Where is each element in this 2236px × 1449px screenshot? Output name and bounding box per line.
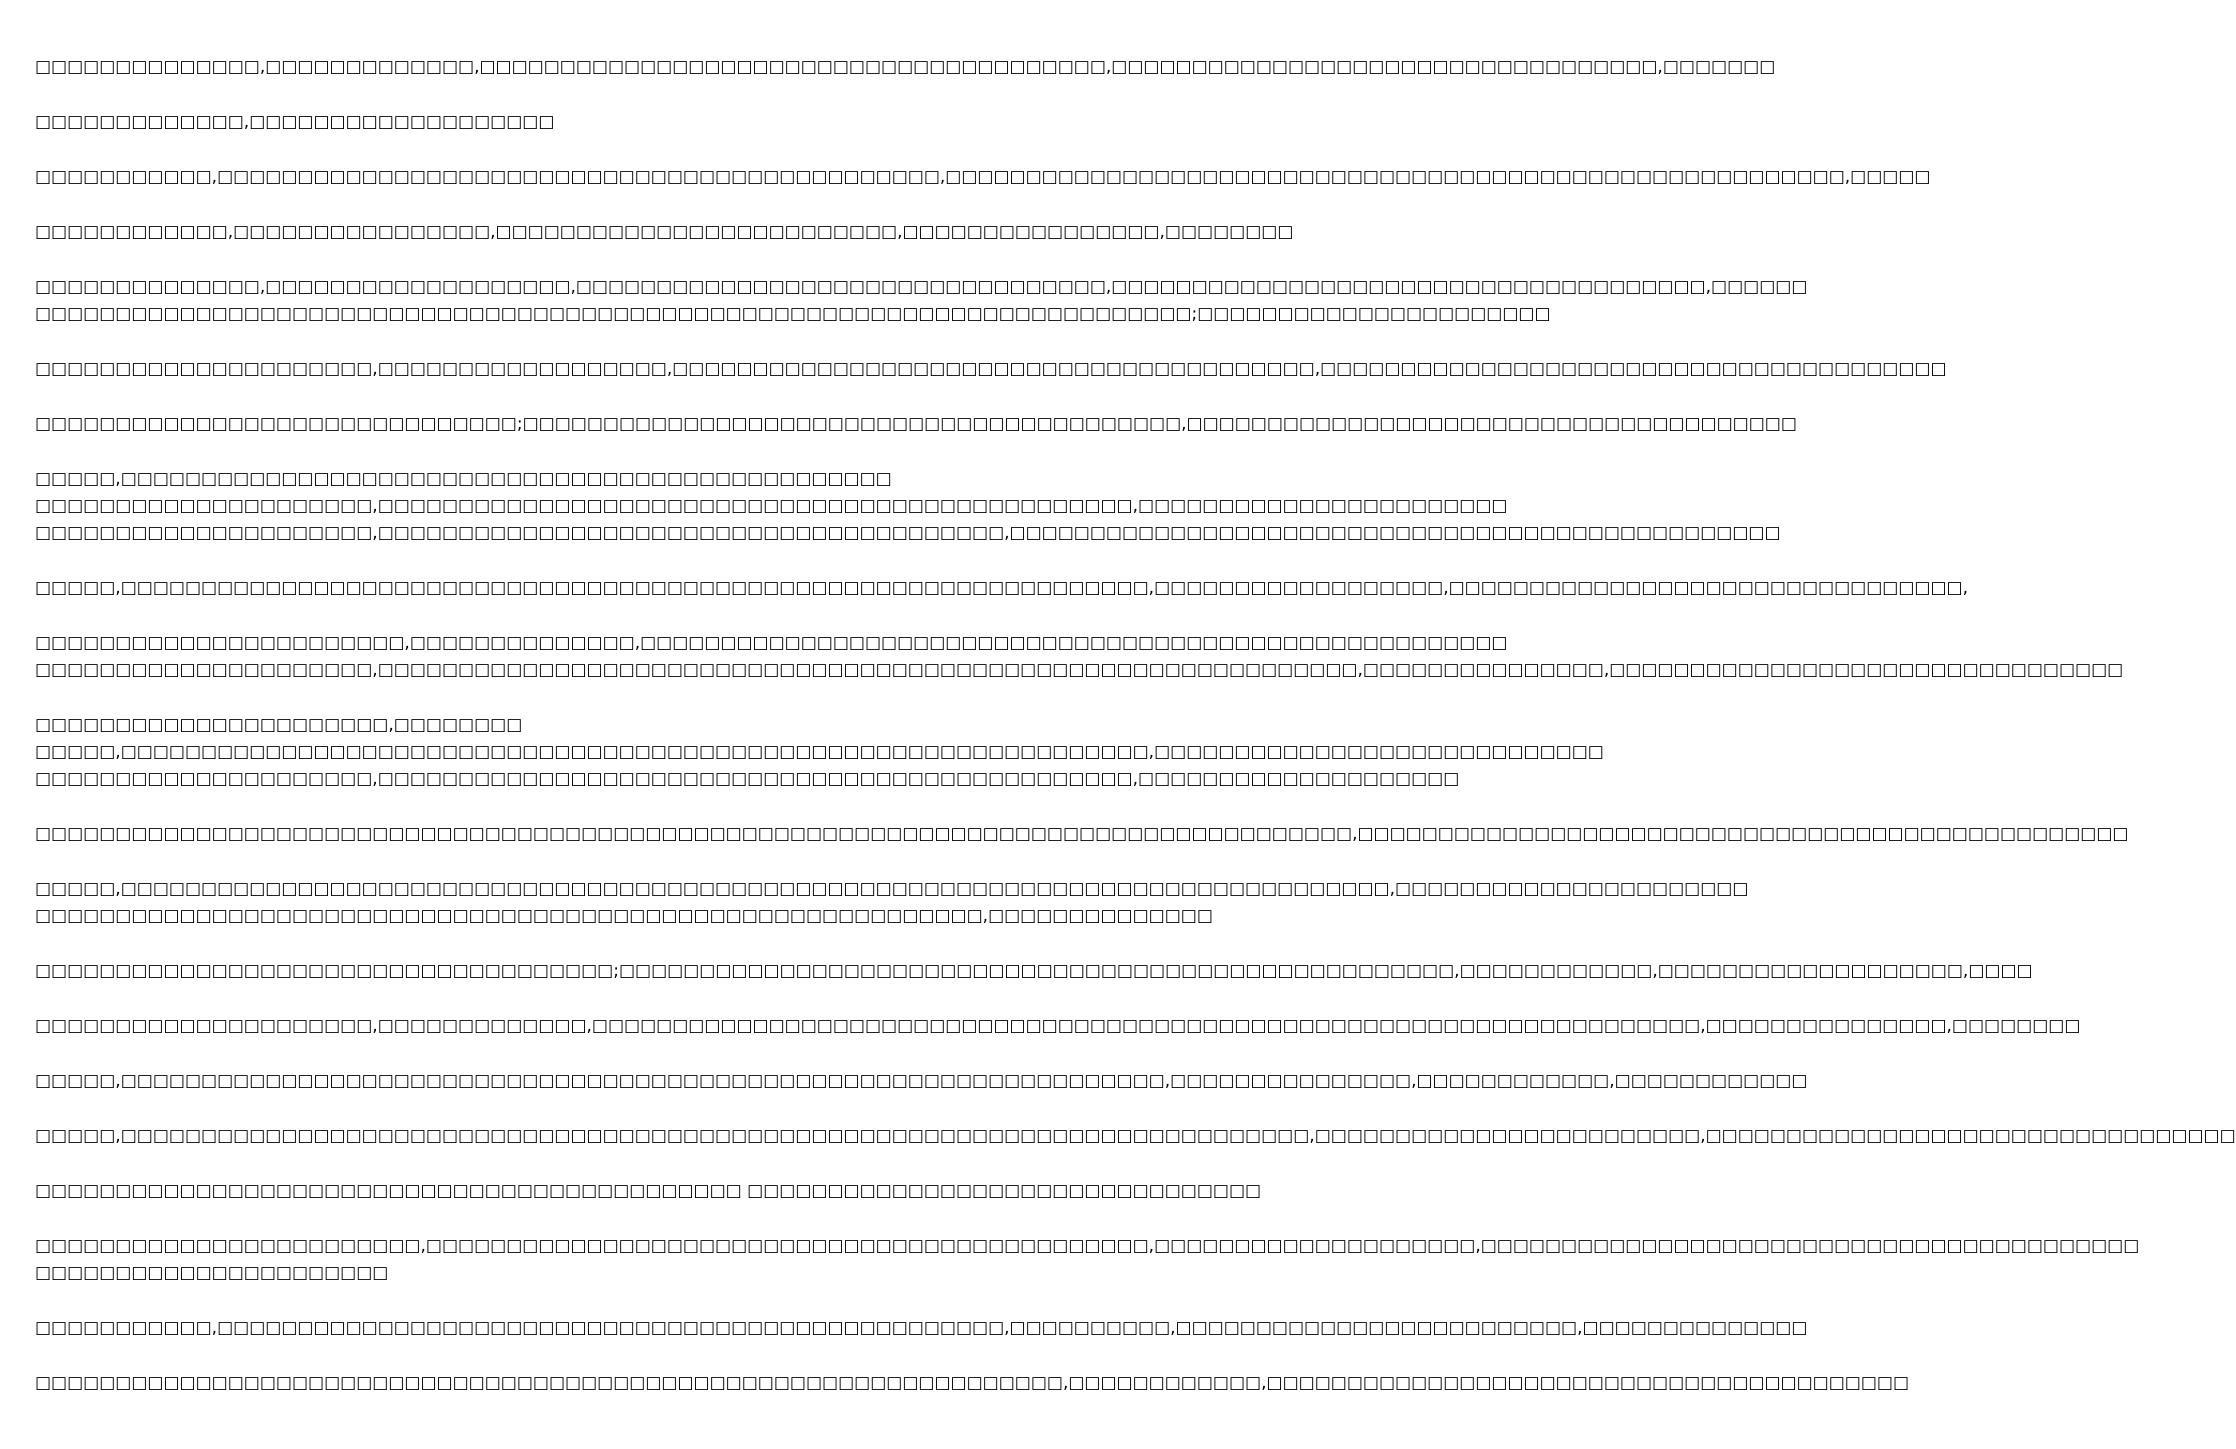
paragraph [35,356,1947,383]
paragraph [35,958,2033,985]
paragraph [35,1068,1808,1095]
text-line: □□□□□□□□□□□□□□□□□□□□□□,□□□□□□□□ [35,715,523,735]
text-line: □□□□□□□□□□□□□□□□□□□□□□□□□□□□□□□□□□□□□□□□□□□□□□□□□□□□□□□□□□□,□□□□□□□□□□□□□□ [35,906,1213,926]
text-line: □□□□□□□□□□□□□□□□□□□□□,□□□□□□□□□□□□□□□□□□□□□□□□□□□□□□□□□□□□□□□□□□□□□□□,□□□□□□□□□□□□□□□□□□□□□□□ [35,496,1508,516]
text-line: □□□□□,□□□□□□□□□□□□□□□□□□□□□□□□□□□□□□□□□□□□□□□□□□□□□□□□□□□□□□□□□□□□□□□□,□□□□□□□□□□□□□□□□□□,□□□□□□□□□□□□□□□□□□□□□□□□□□□□□□□□, [35,578,1968,598]
paragraph [35,575,1968,602]
paragraph [35,411,1797,438]
paragraph [35,219,1294,246]
text-line: □□□□□□□□□□□□□□□□□□□□□□□,□□□□□□□□□□□□□□,□□□□□□□□□□□□□□□□□□□□□□□□□□□□□□□□□□□□□□□□□□□□□□□□□□□□□□ [35,633,1508,653]
text-line: □□□□□□□□□□□,□□□□□□□□□□□□□□□□□□□□□□□□□□□□□□□□□□□□□□□□□□□□□□□□□,□□□□□□□□□□,□□□□□□□□□□□□□□□□□□□□□□□□□,□□□□□□□□□□□□□□ [35,1318,1808,1338]
text-line: □□□□□□□□□□□□□□,□□□□□□□□□□□□□,□□□□□□□□□□□□□□□□□□□□□□□□□□□□□□□□□□□□□□□,□□□□□□□□□□□□□□□□□□□□□□□□□□□□□□□□□□,□□□□□□□ [35,57,1776,77]
paragraph [35,54,1776,81]
paragraph [35,630,2124,684]
text-line: □□□□□□□□□□□□□□□□□□□□□□□□□□□□□□□□□□□□□□□□□□□□□□□□□□□□□□□□□□□□□□□□□□□□□□□□□□□□□□□□□□,□□□□□□□□□□□□□□□□□□□□□□□□□□□□□□□□□□□□□□□□□□□□□□□□ [35,824,2129,844]
paragraph [35,712,1604,793]
paragraph [35,1123,2236,1150]
text-line: □□□□□□□□□□□□□□□□□□□□□,□□□□□□□□□□□□□,□□□□□□□□□□□□□□□□□□□□□□□□□□□□□□□□□□□□□□□□□□□□□□□□□□□□□□□□□□□□□□□□□□□□□,□□□□□□□□□□□□□□□,□□□□□□□□ [35,1016,2081,1036]
paragraph [35,821,2129,848]
paragraph [35,109,990,136]
document-body [35,54,2236,1425]
paragraph [35,1013,2081,1040]
text-line: □□□□□□□□□□□□□□□□□□□□□□□□□□□□□□□□□□□□□□□□□□□□ □□□□□□□□□□□□□□□□□□□□□□□□□□□□□□□□ [35,1181,1262,1201]
paragraph [35,1178,1262,1205]
paragraph [35,274,1808,328]
text-line: □□□□□□□□□□□□□□□□□□□□□□□□□□□□□□□□□□□□;□□□□□□□□□□□□□□□□□□□□□□□□□□□□□□□□□□□□□□□□□□□□□□□□□□□□,□□□□□□□□□□□□,□□□□□□□□□□□□□□□□□□□,□□□□ [35,961,2033,981]
text-line: □□□□□,□□□□□□□□□□□□□□□□□□□□□□□□□□□□□□□□□□□□□□□□□□□□□□□□□□□□□□□□□□□□□□□□□,□□□□□□□□□□□□□□□,□□□□□□□□□□□□,□□□□□□□□□□□□ [35,1071,1808,1091]
paragraph [35,164,1931,191]
text-line: □□□□□□□□□□□□□□,□□□□□□□□□□□□□□□□□□□,□□□□□□□□□□□□□□□□□□□□□□□□□□□□□□□□□,□□□□□□□□□□□□□□□□□□□□□□□□□□□□□□□□□□□□□,□□□□□□ [35,277,1808,297]
paragraph [35,1370,1910,1397]
text-line: □□□□□□□□□□□□□□□□□□□□□,□□□□□□□□□□□□□□□□□□□□□□□□□□□□□□□□□□□□□□□□□□□□□□□,□□□□□□□□□□□□□□□□□□□□ [35,769,1460,789]
text-line: □□□□□□□□□□□□□□□□□□□□□□□□,□□□□□□□□□□□□□□□□□□□□□□□□□□□□□□□□□□□□□□□□□□□□□,□□□□□□□□□□□□□□□□□□□□,□□□□□□□□□□□□□□□□□□□□□□□□□□□□□□□□□□□□□□□□□ [35,1236,2140,1256]
text-line: □□□□□,□□□□□□□□□□□□□□□□□□□□□□□□□□□□□□□□□□□□□□□□□□□□□□□□□□□□□□□□□□□□□□□□,□□□□□□□□□□□□□□□□□□□□□□□□□□□□ [35,742,1604,762]
text-line: □□□□□,□□□□□□□□□□□□□□□□□□□□□□□□□□□□□□□□□□□□□□□□□□□□□□□□ [35,469,892,489]
text-line: □□□□□□□□□□□□□□□□□□□□□,□□□□□□□□□□□□□□□□□□□□□□□□□□□□□□□□□□□□□□□□□□□□□□□□□□□□□□□□□□□□□,□□□□□□□□□□□□□□□,□□□□□□□□□□□□□□□□□□□□□□□□□□□□□□□□ [35,660,2124,680]
text-line: □□□□□□□□□□□□□□□□□□□□□,□□□□□□□□□□□□□□□□□□□□□□□□□□□□□□□□□□□□□□□,□□□□□□□□□□□□□□□□□□□□□□□□□□□□□□□□□□□□□□□□□□□□□□□□ [35,523,1781,543]
text-line: □□□□□□□□□□□,□□□□□□□□□□□□□□□□□□□□□□□□□□□□□□□□□□□□□□□□□□□□□,□□□□□□□□□□□□□□□□□□□□□□□□□□□□□□□□□□□□□□□□□□□□□□□□□□□□□□□□,□□□□□ [35,167,1931,187]
text-line: □□□□□□□□□□□□□□□□□□□□□□□□□□□□□□□□□□□□□□□□□□□□□□□□□□□□□□□□□□□□□□□□,□□□□□□□□□□□□,□□□□□□□□□□□□□□□□□□□□□□□□□□□□□□□□□□□□□□□□ [35,1373,1910,1393]
text-line: □□□□□,□□□□□□□□□□□□□□□□□□□□□□□□□□□□□□□□□□□□□□□□□□□□□□□□□□□□□□□□□□□□□□□□□□□□□□□□□□□□□□□,□□□□□□□□□□□□□□□□□□□□□□ [35,879,1749,899]
text-line: □□□□□□□□□□□□□,□□□□□□□□□□□□□□□□□□□ [35,112,555,132]
text-line: □□□□□□□□□□□□□□□□□□□□□□ [35,1263,389,1283]
paragraph [35,1315,1808,1342]
text-line: □□□□□□□□□□□□,□□□□□□□□□□□□□□□□,□□□□□□□□□□□□□□□□□□□□□□□□□,□□□□□□□□□□□□□□□□,□□□□□□□□ [35,222,1294,242]
text-line: □□□□□□□□□□□□□□□□□□□□□,□□□□□□□□□□□□□□□□□□,□□□□□□□□□□□□□□□□□□□□□□□□□□□□□□□□□□□□□□□□,□□□□□□□□□□□□□□□□□□□□□□□□□□□□□□□□□□□□□□□ [35,359,1947,379]
paragraph [35,1233,2140,1287]
text-line: □□□□□□□□□□□□□□□□□□□□□□□□□□□□□□□□□□□□□□□□□□□□□□□□□□□□□□□□□□□□□□□□□□□□□□□□;□□□□□□□□□□□□□□□□□□□□□□ [35,304,1551,324]
text-line: □□□□□□□□□□□□□□□□□□□□□□□□□□□□□□;□□□□□□□□□□□□□□□□□□□□□□□□□□□□□□□□□□□□□□□□□,□□□□□□□□□□□□□□□□□□□□□□□□□□□□□□□□□□□□□□ [35,414,1797,434]
text-line: □□□□□,□□□□□□□□□□□□□□□□□□□□□□□□□□□□□□□□□□□□□□□□□□□□□□□□□□□□□□□□□□□□□□□□□□□□□□□□□□,□□□□□□□□□□□□□□□□□□□□□□□□,□□□□□□□□□□□□□□□□□□□□□□□□□□□□□□□□□ [35,1126,2236,1146]
paragraph [35,466,1781,547]
paragraph [35,876,1749,930]
